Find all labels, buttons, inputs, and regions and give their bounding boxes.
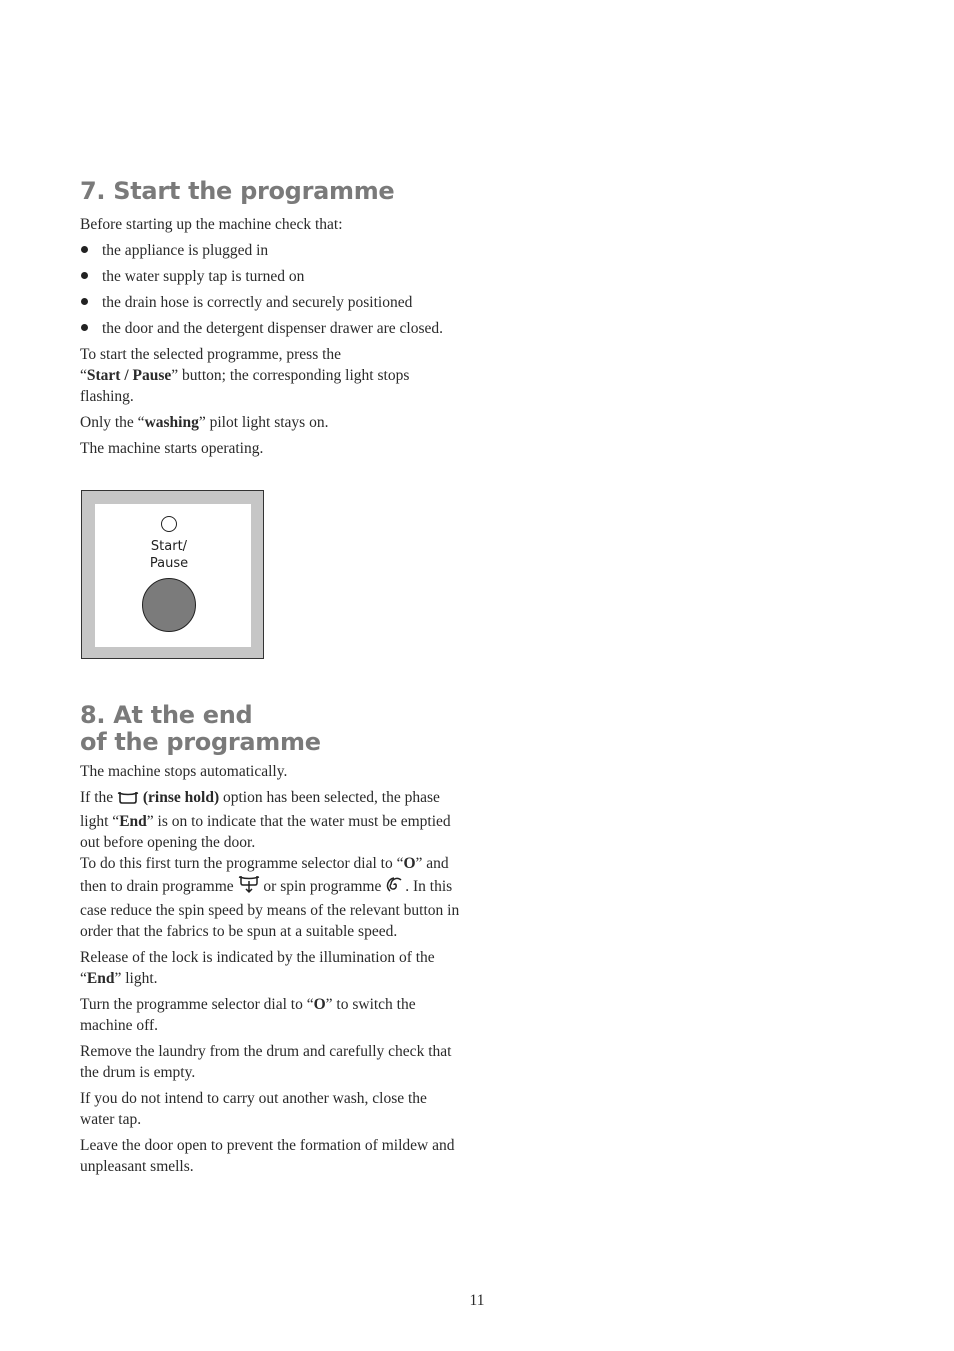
off-position-term: O (403, 855, 416, 872)
pilot-light-note: Only the “washing” pilot light stays on. (80, 414, 329, 431)
close-tap-note: If you do not intend to carry out another wash, close the water tap. (80, 1090, 427, 1128)
checklist-item: the door and the detergent dispenser drawer are closed. (80, 318, 460, 339)
section-7-body (80, 214, 460, 464)
checklist-item: the appliance is plugged in (80, 240, 460, 261)
section-7-heading: 7. Start the programme (80, 177, 395, 205)
drain-programme-icon (238, 874, 260, 900)
start-pause-term: Start / Pause (86, 367, 172, 384)
panel-face (95, 504, 251, 647)
spin-programme-icon (385, 876, 405, 900)
pilot-light-icon (161, 516, 177, 532)
section-8-body (80, 761, 460, 1182)
start-pause-panel-illustration (81, 490, 264, 659)
section-8-heading: 8. At the end of the programme (80, 701, 321, 756)
leave-door-open-note: Leave the door open to prevent the formation of mildew and unpleasant smells. (80, 1137, 455, 1175)
rinse-hold-note: If the (rinse hold) option has been selected, the phase light “End” is on to indicate that the water must be emptied out before opening the door. (80, 789, 451, 851)
remove-laundry-note: Remove the laundry from the drum and carefully check that the drum is empty. (80, 1043, 452, 1081)
checklist-item: the drain hose is correctly and securely positioned (80, 292, 460, 313)
off-position-term: O (313, 996, 326, 1013)
pre-start-checklist (80, 240, 460, 339)
rinse-hold-term: (rinse hold) (142, 789, 220, 806)
checklist-item: the water supply tap is turned on (80, 266, 460, 287)
rinse-hold-tub-icon (117, 789, 139, 811)
machine-starts-note: The machine starts operating. (80, 440, 264, 457)
start-instruction: To start the selected programme, press the “Start / Pause” button; the corresponding light stops flashing. (80, 346, 410, 405)
start-pause-label: Start/ Pause (149, 539, 189, 571)
drain-instruction: To do this first turn the programme selector dial to “O” and then to drain programme or spin programme . In this case reduce the spin speed by means of the relevant button in order that the fabrics to be spun at a suitable speed. (80, 855, 460, 940)
checklist-intro: Before starting up the machine check that: (80, 216, 343, 233)
page-number: 11 (469, 1292, 485, 1309)
switch-off-note: Turn the programme selector dial to “O” to switch the machine off. (80, 996, 416, 1034)
lock-release-note: Release of the lock is indicated by the illumination of the “End” light. (80, 949, 435, 987)
end-term: End (119, 813, 147, 830)
end-term: End (86, 970, 115, 987)
machine-stops-note: The machine stops automatically. (80, 763, 288, 780)
start-pause-button-icon (142, 578, 196, 632)
washing-term: washing (144, 414, 199, 431)
